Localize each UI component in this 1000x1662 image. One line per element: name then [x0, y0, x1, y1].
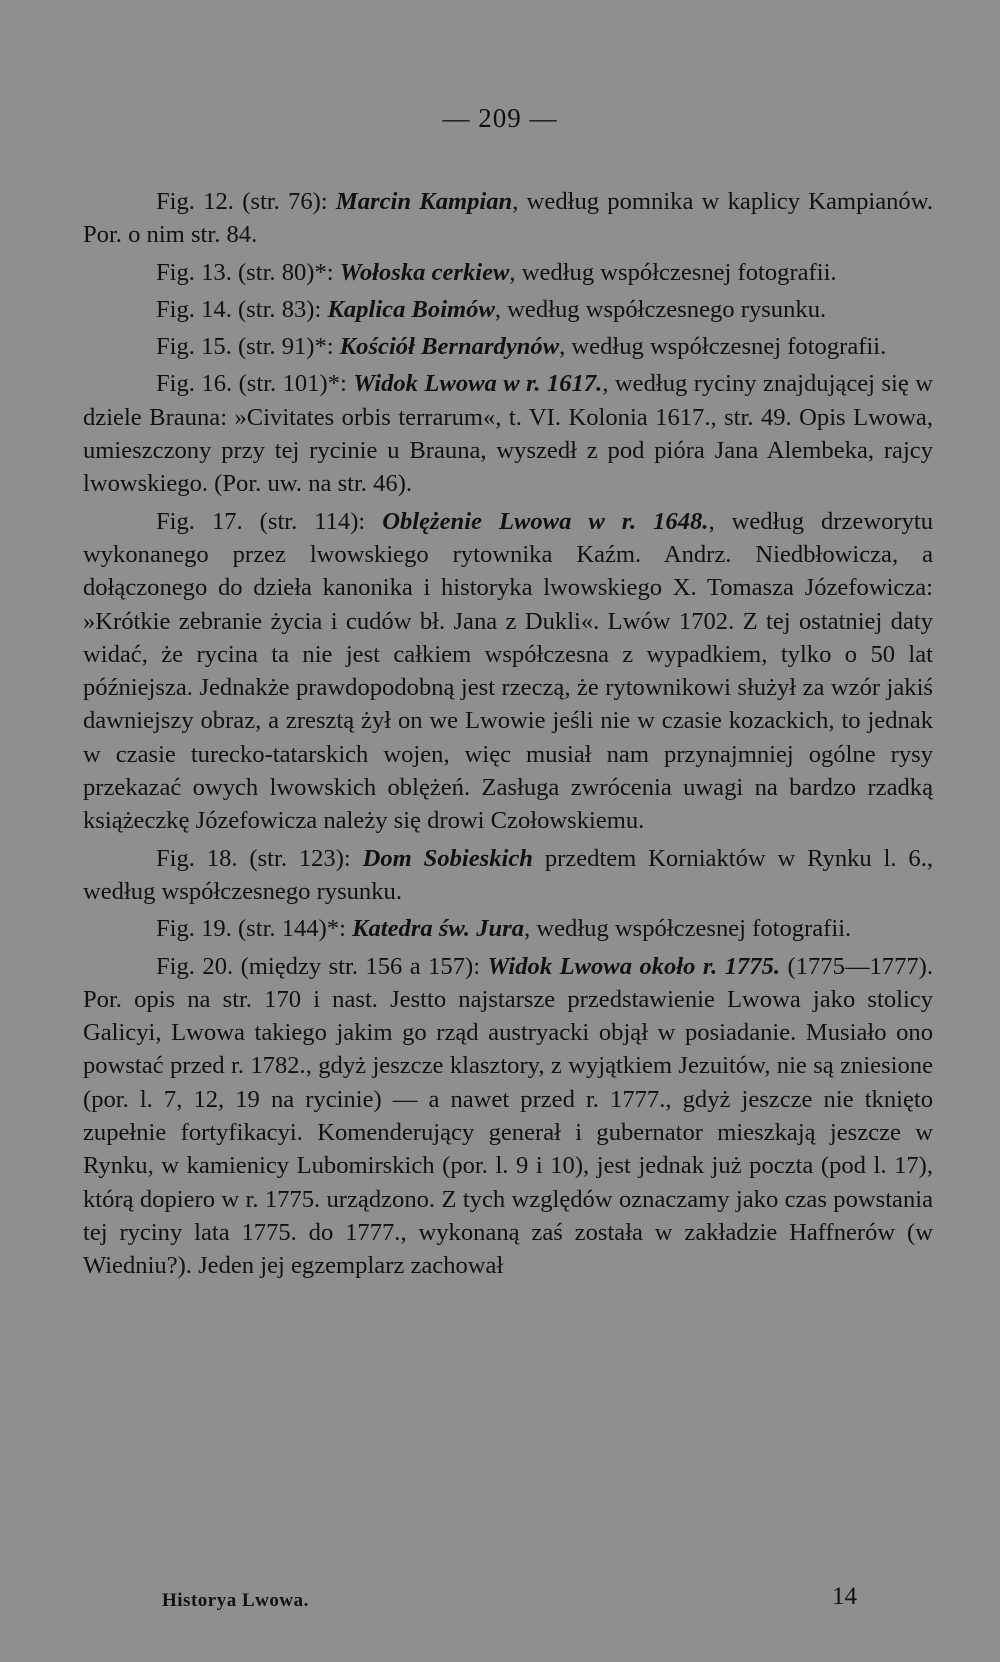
figure-description: , według drzeworytu wykonanego przez lwowskiego rytownika Kaźm. Andrz. Niedbłowicza, a dołączonego do dzieła kanonika i historyka lwowskiego X. Tomasza Józefowicza: »Krótkie zebranie życia i cudów bł. Jana z Dukli«. Lwów 1702. Z tej ostatniej daty widać, że rycina ta nie jest całkiem współczesna z wypadkiem, tylko o 50 lat późniejsza. Jednakże prawdopodobną jest rzeczą, że rytownikowi służył za wzór jakiś dawniejszy obraz, a zresztą żył on we Lwowie jeśli nie w czasie kozackich, to jednak w czasie turecko-tatarskich wojen, więc musiał nam przynajmniej ogólne rysy przekazać owych lwowskich oblężeń. Zasługa zwrócenia uwagi na bardzo rzadką książeczkę Józefowicza należy się drowi Czołowskiemu. — [83, 507, 933, 835]
figure-ref: Fig. 17. (str. 114): — [156, 507, 383, 535]
figure-ref: Fig. 16. (str. 101)*: — [156, 370, 354, 398]
footer-book-title: Historya Lwowa. — [162, 1590, 309, 1611]
figure-title: Oblężenie Lwowa w r. 1648. — [382, 507, 709, 535]
figure-ref: Fig. 13. (str. 80)*: — [156, 258, 340, 286]
figure-entry-17 — [83, 505, 933, 838]
figure-ref: Fig. 15. (str. 91)*: — [156, 333, 340, 361]
figure-description: , według współczesnej fotografii. — [524, 915, 852, 943]
figure-description: (1775—1777). Por. opis na str. 170 i nast. Jestto najstarsze przedstawienie Lwowa jako stolicy Galicyi, Lwowa takiego jakim go rząd austryacki objął w posiadanie. Musiało ono powstać przed r. 1782., gdyż jeszcze klasztory, z wyjątkiem Jezuitów, nie są zniesione (por. l. 7, 12, 19 na rycinie) — a nawet przed r. 1777., gdyż jeszcze nie tknięto zupełnie fortyfikacyi. Komenderujący generał i gubernator mieszkają jeszcze w Rynku, w kamienicy Lubomirskich (por. l. 9 i 10), jest jednak już poczta (pod l. 17), którą dopiero w r. 1775. urządzono. Z tych względów oznaczamy jako czas powstania tej ryciny lata 1775. do 1777., wykonaną zaś została w zakładzie Haffnerów (w Wiedniu?). Jeden jej egzemplarz zachował — [83, 952, 933, 1280]
figure-ref: Fig. 18. (str. 123): — [156, 844, 363, 872]
figure-title: Widok Lwowa w r. 1617. — [353, 370, 603, 398]
figure-entry-14 — [83, 293, 933, 326]
figure-description: , według współczesnej fotografii. — [509, 258, 837, 286]
figure-ref: Fig. 12. (str. 76): — [156, 188, 336, 215]
page-number: — 209 — — [442, 103, 558, 133]
figure-title: Widok Lwowa około r. 1775. — [487, 952, 781, 980]
figure-entry-13 — [83, 256, 933, 289]
figure-entry-20 — [83, 950, 933, 1283]
figure-entry-15 — [83, 330, 933, 363]
figure-list — [83, 185, 933, 1287]
figure-description: , według pomnika w kaplicy Kampianów. Por. o nim str. 84. — [83, 188, 934, 249]
figure-title: Marcin Kampian — [335, 188, 513, 215]
figure-ref: Fig. 20. (między str. 156 a 157): — [156, 952, 488, 980]
figure-description: , według współczesnej fotografii. — [559, 333, 887, 361]
figure-ref: Fig. 19. (str. 144)*: — [156, 915, 353, 943]
figure-title: Katedra św. Jura — [352, 915, 525, 943]
figure-title: Dom Sobieskich — [362, 844, 533, 872]
figure-description: , według ryciny znajdującej się w dziele Brauna: »Civitates orbis terrarum«, t. VI. Kolonia 1617., str. 49. Opis Lwowa, umieszczony przy tej rycinie u Brauna, wyszedł z pod pióra Jana Alembeka, rajcy lwowskiego. (Por. uw. na str. 46). — [83, 370, 933, 498]
figure-entry-16 — [83, 367, 933, 500]
figure-description: , według współczesnego rysunku. — [494, 295, 827, 323]
figure-entry-19 — [83, 912, 933, 945]
figure-entry-18 — [83, 842, 933, 909]
figure-title: Wołoska cerkiew — [339, 258, 510, 286]
figure-entry-12 — [83, 185, 933, 252]
footer-signature-mark: 14 — [832, 1583, 857, 1610]
figure-ref: Fig. 14. (str. 83): — [156, 295, 328, 323]
figure-title: Kościół Bernardynów — [339, 333, 560, 361]
figure-description: przedtem Korniaktów w Rynku l. 6., według współczesnego rysunku. — [83, 844, 934, 905]
figure-title: Kaplica Boimów — [327, 295, 495, 323]
